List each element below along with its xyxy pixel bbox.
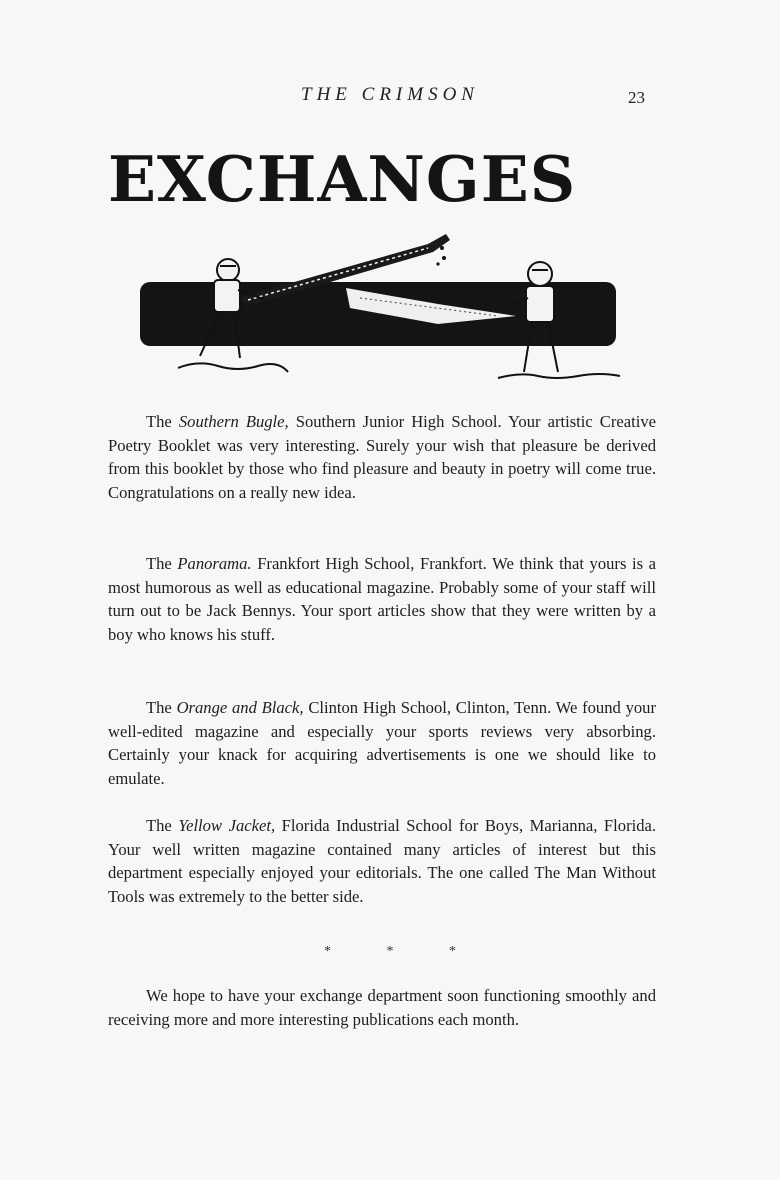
exchange-entry — [108, 814, 656, 908]
entry-lead: The — [146, 554, 172, 573]
jousting-illustration — [128, 226, 628, 396]
publication-name: Southern Bugle, — [178, 412, 289, 431]
exchange-entry — [108, 552, 656, 646]
entry-body: Florida Industrial School for Boys, Marianna, Florida. Your well written magazine contained many articles of interest but this department especially enjoyed your editorials. The one called The Man Without Tools was extremely to the better side. — [108, 816, 657, 906]
entry-body: Frankfort High School, Frankfort. We think that yours is a most humorous as well as educational magazine. Probably some of your staff will turn out to be Jack Bennys. Your sport articles show that they were written by a boy who knows his stuff. — [108, 554, 656, 644]
section-title: EXCHANGES — [108, 142, 577, 216]
entry-lead: The — [146, 412, 172, 431]
two-knights-jousting-with-pen-and-dip-pen-icon — [128, 226, 628, 396]
publication-name: Yellow Jacket, — [178, 816, 276, 835]
section-divider: * * * — [324, 944, 482, 959]
running-head: THE CRIMSON — [301, 84, 479, 105]
exchange-entry — [108, 410, 656, 504]
closing-paragraph — [108, 984, 656, 1031]
entry-body: Southern Junior High School. Your artistic Creative Poetry Booklet was very interesting. Surely your wish that pleasure be derived from this booklet by those who find pleasure and beauty in poetry will come true. Congratulations on a really new idea. — [108, 412, 656, 502]
exchange-entry — [108, 696, 656, 790]
publication-name: Orange and Black, — [176, 698, 304, 717]
entry-lead: The — [146, 698, 172, 717]
closing-text: We hope to have your exchange department soon functioning smoothly and receiving more and more interesting publications each month. — [108, 986, 656, 1029]
publication-name: Panorama. — [177, 554, 252, 573]
entry-body: Clinton High School, Clinton, Tenn. We found your well-edited magazine and especially your sports reviews very absorbing. Certainly your knack for acquiring advertisements is one we should like to emulate. — [108, 698, 656, 788]
page-number: 23 — [628, 88, 645, 107]
entry-lead: The — [146, 816, 172, 835]
